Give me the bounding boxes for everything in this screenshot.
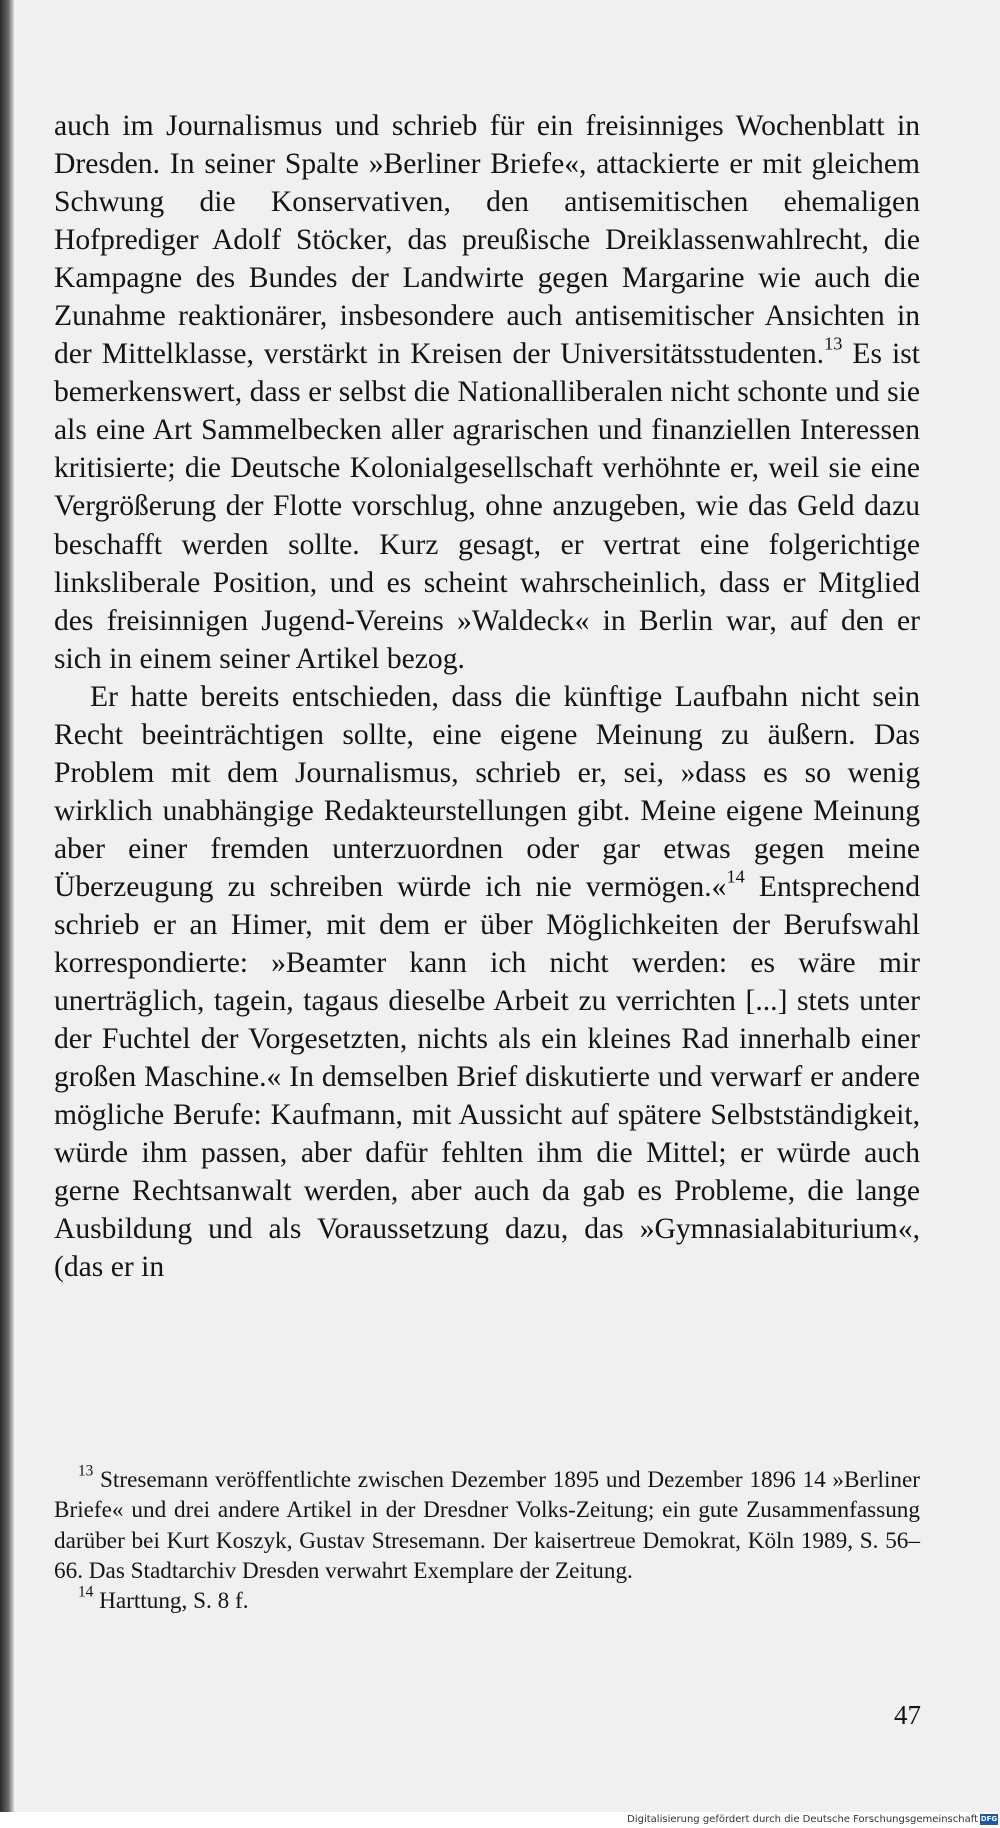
footnote-13-text: Stresemann veröffentlichte zwischen Dezember 1895 und Dezember 1896 14 »Berliner Briefe« und drei andere Artikel in der Dresdner Volks-Zeitung; ein gute Zusammenfassung darüber bei Kurt Koszyk, Gustav Stresemann. Der kaisertreue Demokrat, Köln 1989, S. 56–66. Das Stadtarchiv Dresden verwahrt Exemplare der Zeitung. (54, 1467, 920, 1584)
footnote-14 (54, 1583, 920, 1616)
paragraph-2-text-a: Er hatte bereits entschieden, dass die künftige Laufbahn nicht sein Recht beeinträchtigen sollte, eine eigene Meinung zu äußern. Das Problem mit dem Journalismus, schrieb er, sei, »dass es so wenig wirklich unabhängige Redakteurstellungen gibt. Meine eigene Meinung aber einer fremden unterzuordnen oder gar etwas gegen meine Überzeugung zu schreiben würde ich nie vermögen.« (54, 680, 920, 903)
book-page (14, 0, 1000, 1812)
footnote-number-14: 14 (78, 1583, 94, 1601)
footnote-14-text: Harttung, S. 8 f. (93, 1588, 249, 1615)
digitization-footer (0, 1812, 1000, 1828)
footnote-number-13: 13 (78, 1462, 94, 1480)
page-number: 47 (894, 1700, 921, 1730)
book-spine-shadow (0, 0, 14, 1828)
footnote-13 (54, 1462, 920, 1586)
paragraph-2 (54, 678, 920, 1287)
footnotes (54, 1462, 920, 1616)
main-text (54, 107, 920, 1286)
paragraph-2-text-b: Entsprechend schrieb er an Himer, mit dem er über Möglichkeiten der Berufswahl korrespondierte: »Beamter kann ich nicht werden: es wäre mir unerträglich, tagein, tagaus dieselbe Arbeit zu verrichten [...] stets unter der Fuchtel der Vorgesetzten, nichts als ein kleines Rad innerhalb einer großen Maschine.« In demselben Brief diskutierte und verwarf er andere mögliche Berufe: Kaufmann, mit Aussicht auf spätere Selbstständigkeit, würde ihm passen, aber dafür fehlten ihm die Mittel; er würde auch gerne Rechtsanwalt werden, aber auch da gab es Probleme, die lange Ausbildung und als Voraussetzung dazu, das »Gymnasialabiturium«, (das er in (54, 870, 920, 1284)
dfg-logo-icon: DFG (980, 1815, 998, 1823)
footnote-ref-14: 14 (726, 866, 745, 887)
paragraph-1 (54, 107, 920, 678)
footnote-ref-13: 13 (824, 333, 843, 354)
paragraph-1-text-a: auch im Journalismus und schrieb für ein freisinniges Wochenblatt in Dresden. In seiner Spalte »Berliner Briefe«, attackierte er mit gleichem Schwung die Konservativen, den antisemitischen ehemaligen Hofprediger Adolf Stöcker, das preußische Dreiklassenwahlrecht, die Kampagne des Bundes der Landwirte gegen Margarine wie auch die Zunahme reaktionärer, insbesondere auch antisemitischer Ansichten in der Mittelklasse, verstärkt in Kreisen der Universitätsstudenten. (54, 110, 920, 371)
paragraph-1-text-b: Es ist bemerkenswert, dass er selbst die Nationalliberalen nicht schonte und sie als eine Art Sammelbecken aller agrarischen und finanziellen Interessen kritisierte; die Deutsche Kolonialgesellschaft verhöhnte er, weil sie eine Vergrößerung der Flotte vorschlug, ohne anzugeben, wie das Geld dazu beschafft werden sollte. Kurz gesagt, er vertrat eine folgerichtige linksliberale Position, und es scheint wahrscheinlich, dass er Mitglied des freisinnigen Jugend-Vereins »Waldeck« in Berlin war, auf den er sich in einem seiner Artikel bezog. (54, 338, 920, 675)
digitization-notice: Digitalisierung gefördert durch die Deutsche Forschungsgemeinschaft (627, 1814, 978, 1825)
